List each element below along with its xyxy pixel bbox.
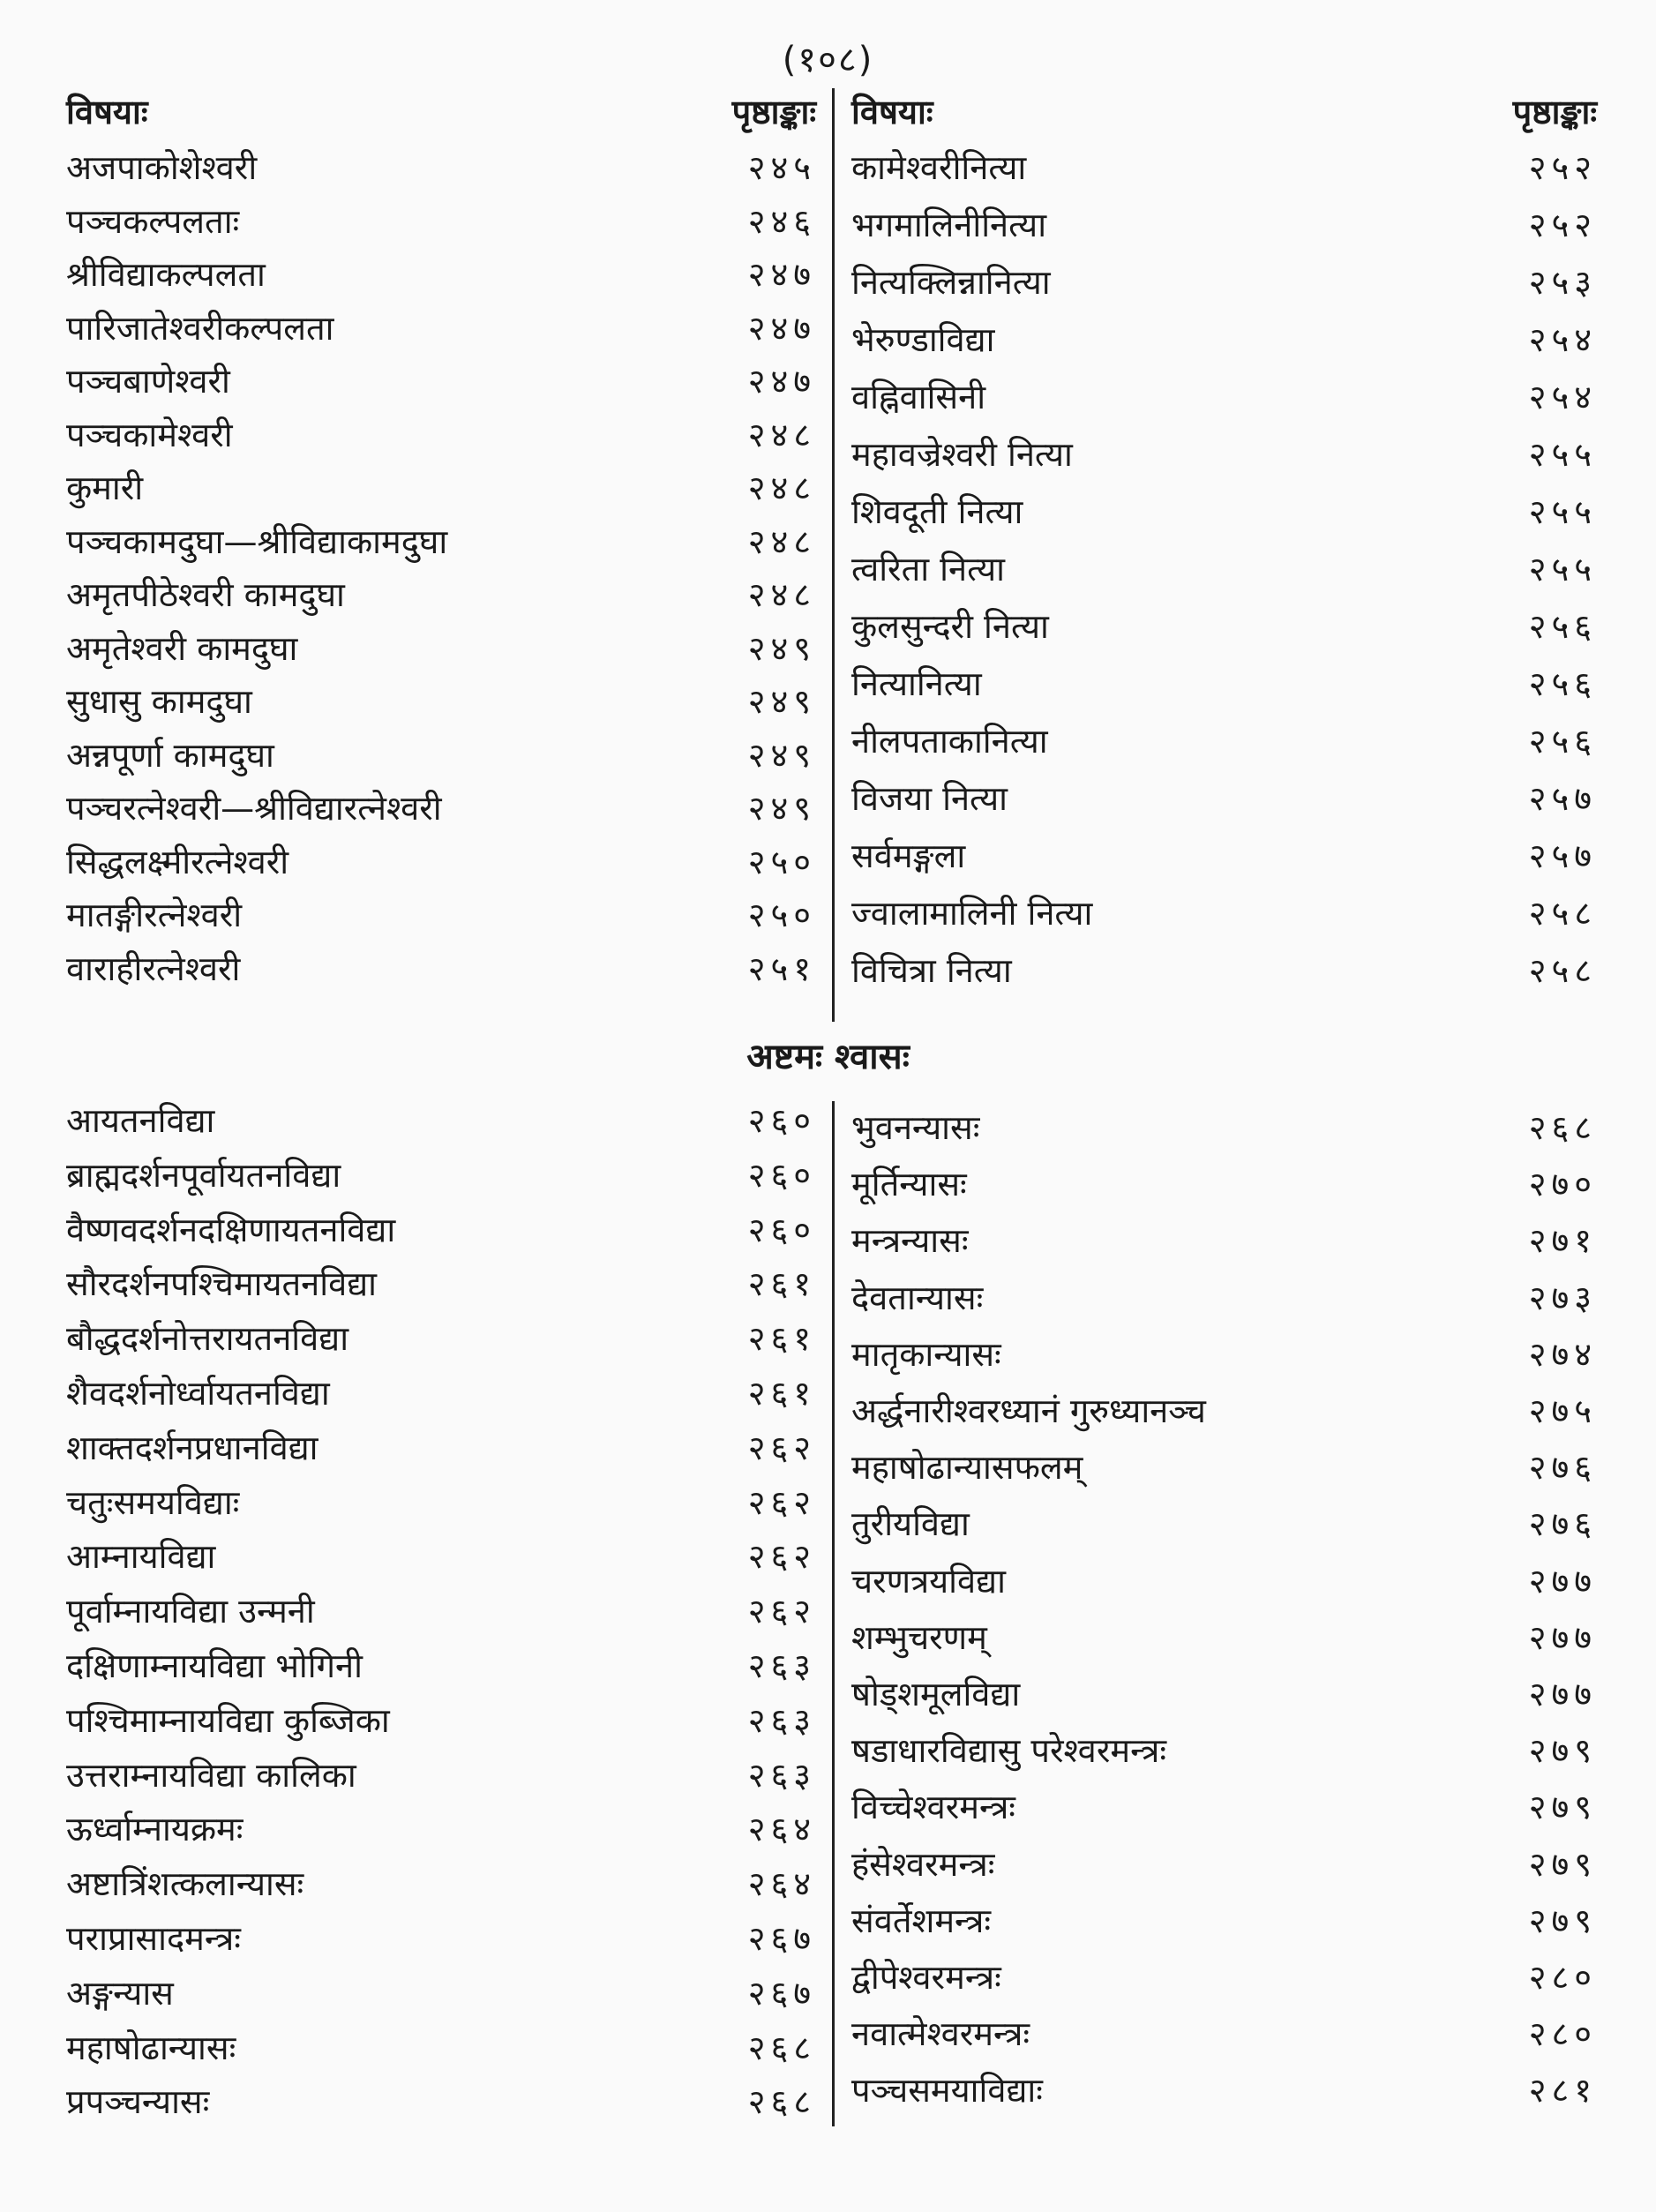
entry-page-number: २५२: [1528, 148, 1597, 187]
entry-page-number: २७९: [1528, 1844, 1597, 1884]
toc-entry: [66, 942, 816, 995]
entry-page-number: २४९: [747, 682, 816, 721]
toc-entry: [851, 1838, 1597, 1891]
entry-title: विच्चेश्वरमन्त्रः: [851, 1788, 1015, 1827]
toc-entry: [66, 782, 816, 835]
toc-entry: [851, 715, 1597, 768]
entry-page-number: २८१: [1528, 2071, 1597, 2111]
toc-entry: [66, 1803, 816, 1856]
entry-title: भेरुण्डाविद्या: [851, 320, 995, 359]
entry-page-number: २५८: [1528, 894, 1597, 933]
entry-page-number: २४९: [747, 789, 816, 828]
entry-title: सौरदर्शनपश्चिमायतनविद्या: [66, 1264, 377, 1304]
entry-title: भगमालिनीनित्या: [851, 206, 1047, 244]
entry-title: प्रपञ्चन्यासः: [66, 2082, 210, 2122]
entry-title: ब्राह्मदर्शनपूर्वायतनविद्या: [66, 1155, 341, 1195]
entry-title: पञ्चरत्नेश्वरी—श्रीविद्यारत्नेश्वरी: [66, 789, 442, 828]
entry-page-number: २५६: [1528, 722, 1597, 761]
toc-entry: [66, 1476, 816, 1529]
toc-entry: [66, 195, 816, 248]
toc-entry: [851, 1271, 1597, 1324]
entry-page-number: २४७: [747, 308, 816, 348]
entry-page-number: २६०: [747, 1210, 816, 1249]
toc-entry: [66, 1585, 816, 1638]
toc-entry: [66, 1203, 816, 1256]
toc-entry: [66, 1639, 816, 1692]
entry-page-number: २५०: [747, 896, 816, 934]
entry-page-number: २५३: [1528, 263, 1597, 302]
entry-page-number: २६१: [747, 1374, 816, 1413]
entry-page-number: २७०: [1528, 1165, 1597, 1204]
entry-page-number: २७७: [1528, 1561, 1597, 1601]
entry-title: दक्षिणाम्नायविद्या भोगिनी: [66, 1646, 363, 1685]
subject-header: विषयाः: [66, 93, 148, 131]
toc-entry: [66, 1257, 816, 1310]
entry-page-number: २६८: [1528, 1108, 1597, 1147]
toc-entry: [851, 1384, 1597, 1437]
entry-page-number: २६७: [747, 1973, 816, 2013]
section-heading: अष्टमः श्वासः: [746, 1037, 910, 1077]
entry-page-number: २६८: [747, 2028, 816, 2067]
entry-page-number: २४६: [747, 201, 816, 241]
toc-entry: [66, 141, 816, 194]
entry-page-number: २५५: [1528, 435, 1597, 474]
toc-entry: [66, 622, 816, 675]
entry-page-number: २५२: [1528, 206, 1597, 244]
toc-entry: [66, 461, 816, 514]
entry-page-number: २६२: [747, 1592, 816, 1631]
entry-page-number: २६८: [747, 2082, 816, 2122]
entry-title: पञ्चकामेश्वरी: [66, 415, 233, 454]
entry-title: नवात्मेश्वरमन्त्रः: [851, 2014, 1030, 2054]
entry-title: पञ्चसमयाविद्याः: [851, 2071, 1043, 2111]
toc-entry: [66, 1694, 816, 1747]
entry-title: सुधासु कामदुघा: [66, 682, 252, 721]
entry-title: वाराहीरत्नेश्वरी: [66, 949, 241, 988]
toc-entry: [66, 568, 816, 621]
entry-title: वह्निवासिनी: [851, 378, 986, 416]
entry-page-number: २६०: [747, 1155, 816, 1195]
toc-entry: [66, 1367, 816, 1420]
entry-title: मन्त्रन्यासः: [851, 1221, 969, 1261]
entry-title: अन्नपूर्णा कामदुघा: [66, 735, 274, 775]
toc-entry: [66, 729, 816, 782]
entry-page-number: २८०: [1528, 1958, 1597, 1997]
entry-title: अङ्गन्यास: [66, 1973, 174, 2013]
entry-page-number: २६२: [747, 1537, 816, 1577]
toc-entry: [851, 1781, 1597, 1833]
entry-page-number: २७६: [1528, 1448, 1597, 1488]
entry-title: मातङ्गीरत्नेश्वरी: [66, 896, 243, 934]
entry-page-number: २८०: [1528, 2014, 1597, 2054]
entry-page-number: २४९: [747, 628, 816, 668]
toc-entry: [851, 772, 1597, 825]
toc-entry: [66, 1749, 816, 1802]
entry-title: पूर्वाम्नायविद्या उन्मनी: [66, 1592, 315, 1631]
entry-title: ऊर्ध्वाम्नायक्रमः: [66, 1810, 244, 1849]
entry-title: सिद्धलक्ष्मीरत्नेश्वरी: [66, 842, 289, 881]
toc-entry: [851, 543, 1597, 596]
toc-entry: [66, 302, 816, 355]
entry-page-number: २५४: [1528, 320, 1597, 359]
entry-title: ज्वालामालिनी नित्या: [851, 894, 1093, 933]
entry-page-number: २६१: [747, 1264, 816, 1304]
entry-page-number: २६४: [747, 1810, 816, 1849]
entry-title: भुवनन्यासः: [851, 1108, 980, 1147]
entry-page-number: २७७: [1528, 1617, 1597, 1657]
entry-page-number: २४७: [747, 362, 816, 401]
entry-page-number: २७९: [1528, 1901, 1597, 1940]
entry-title: आयतनविद्या: [66, 1101, 215, 1140]
entry-title: पराप्रासादमन्त्रः: [66, 1919, 241, 1958]
column-divider: [832, 88, 835, 1022]
entry-title: शिवदूती नित्या: [851, 492, 1023, 531]
entry-page-number: २७६: [1528, 1504, 1597, 1544]
toc-entry: [66, 248, 816, 301]
entry-page-number: २६३: [747, 1646, 816, 1685]
entry-page-number: २५४: [1528, 378, 1597, 416]
entry-page-number: २४८: [747, 415, 816, 454]
entry-title: संवर्तेशमन्त्रः: [851, 1901, 992, 1940]
entry-page-number: २६३: [747, 1755, 816, 1795]
entry-page-number: २६७: [747, 1919, 816, 1958]
toc-entry: [66, 675, 816, 728]
entry-page-number: २६२: [747, 1482, 816, 1522]
toc-entry: [851, 256, 1597, 309]
entry-page-number: २६२: [747, 1428, 816, 1467]
entry-title: पञ्चबाणेश्वरी: [66, 362, 230, 401]
entry-title: कुलसुन्दरी नित्या: [851, 607, 1049, 646]
toc-entry: [851, 1611, 1597, 1664]
toc-entry: [851, 1668, 1597, 1721]
toc-entry: [851, 1158, 1597, 1211]
entry-title: अमृतपीठेश्वरी कामदुघा: [66, 575, 345, 614]
entry-title: शैवदर्शनोर्ध्वायतनविद्या: [66, 1374, 330, 1413]
entry-page-number: २७५: [1528, 1391, 1597, 1430]
toc-entry: [851, 829, 1597, 882]
toc-entry: [851, 485, 1597, 538]
entry-page-number: २५५: [1528, 492, 1597, 531]
entry-page-number: २४८: [747, 469, 816, 507]
entry-title: देवतान्यासः: [851, 1278, 984, 1317]
entry-page-number: २५७: [1528, 836, 1597, 875]
entry-title: वैष्णवदर्शनदक्षिणायतनविद्या: [66, 1210, 396, 1249]
entry-page-number: २४८: [747, 575, 816, 614]
column-divider: [832, 1101, 835, 2126]
entry-title: अष्टात्रिंशत्कलान्यासः: [66, 1864, 304, 1904]
toc-entry: [851, 141, 1597, 194]
toc-entry: [66, 1094, 816, 1147]
toc-entry: [851, 657, 1597, 710]
toc-entry: [851, 2064, 1597, 2117]
toc-entry: [66, 409, 816, 461]
entry-page-number: २७९: [1528, 1731, 1597, 1771]
entry-title: पञ्चकल्पलताः: [66, 201, 240, 241]
entry-title: श्रीविद्याकल्पलता: [66, 255, 266, 294]
toc-entry: [66, 2021, 816, 2074]
entry-title: चरणत्रयविद्या: [851, 1561, 1006, 1601]
toc-entry: [66, 1421, 816, 1474]
toc-entry: [851, 1555, 1597, 1608]
entry-title: अजपाकोशेश्वरी: [66, 148, 258, 187]
entry-title: विजया नित्या: [851, 779, 1008, 818]
toc-entry: [851, 1951, 1597, 2004]
toc-entry: [66, 2075, 816, 2128]
entry-title: आम्नायविद्या: [66, 1537, 216, 1577]
toc-entry: [851, 1894, 1597, 1947]
entry-title: कुमारी: [66, 469, 144, 507]
entry-title: पारिजातेश्वरीकल्पलता: [66, 308, 334, 348]
entry-page-number: २७३: [1528, 1278, 1597, 1317]
toc-entry: [851, 371, 1597, 424]
entry-title: षोड्शमूलविद्या: [851, 1675, 1021, 1713]
toc-entry: [66, 1857, 816, 1910]
entry-page-number: २५०: [747, 842, 816, 881]
entry-title: चतुःसमयविद्याः: [66, 1482, 240, 1522]
entry-title: उत्तराम्नायविद्या कालिका: [66, 1755, 356, 1795]
entry-title: मूर्तिन्यासः: [851, 1165, 967, 1204]
page-header: पृष्ठाङ्काः: [731, 93, 816, 131]
entry-page-number: २४५: [747, 148, 816, 187]
entry-page-number: २६४: [747, 1864, 816, 1904]
entry-title: शाक्तदर्शनप्रधानविद्या: [66, 1428, 318, 1467]
toc-entry: [851, 1441, 1597, 1494]
toc-entry: [851, 944, 1597, 997]
toc-entry: [66, 836, 816, 889]
entry-title: बौद्धदर्शनोत्तरायतनविद्या: [66, 1319, 349, 1359]
entry-page-number: २५६: [1528, 607, 1597, 646]
toc-entry: [851, 1214, 1597, 1267]
toc-entry: [851, 1328, 1597, 1381]
entry-page-number: २५५: [1528, 550, 1597, 589]
toc-entry: [66, 1149, 816, 1202]
entry-title: तुरीयविद्या: [851, 1504, 970, 1544]
toc-entry: [851, 1724, 1597, 1777]
entry-title: नित्यानित्या: [851, 664, 982, 703]
entry-title: अर्द्धनारीश्वरध्यानं गुरुध्यानञ्च: [851, 1391, 1206, 1430]
toc-entry: [851, 313, 1597, 366]
entry-title: महावज्रेश्वरी नित्या: [851, 435, 1073, 474]
toc-entry: [66, 889, 816, 941]
toc-entry: [851, 1497, 1597, 1550]
entry-title: पञ्चकामदुघा—श्रीविद्याकामदुघा: [66, 521, 448, 561]
toc-entry: [66, 515, 816, 568]
entry-title: अमृतेश्वरी कामदुघा: [66, 628, 298, 668]
toc-entry: [851, 2007, 1597, 2060]
entry-page-number: २६०: [747, 1101, 816, 1140]
entry-page-number: २५८: [1528, 951, 1597, 990]
entry-title: नीलपताकानित्या: [851, 722, 1048, 761]
entry-page-number: २५६: [1528, 664, 1597, 703]
entry-page-number: २७१: [1528, 1221, 1597, 1261]
entry-title: महाषोढान्यासः: [66, 2028, 236, 2067]
subject-header: विषयाः: [851, 93, 933, 131]
entry-page-number: २५७: [1528, 779, 1597, 818]
toc-entry: [66, 1312, 816, 1365]
entry-title: शम्भुचरणम्: [851, 1617, 987, 1657]
entry-title: नित्यक्लिन्नानित्या: [851, 263, 1051, 302]
entry-page-number: २४९: [747, 735, 816, 775]
entry-title: हंसेश्वरमन्त्रः: [851, 1844, 995, 1884]
entry-title: पश्चिमाम्नायविद्या कुब्जिका: [66, 1700, 390, 1740]
entry-page-number: २५१: [747, 949, 816, 988]
entry-title: सर्वमङ्गला: [851, 836, 966, 875]
entry-title: कामेश्वरीनित्या: [851, 148, 1027, 187]
entry-title: मातृकान्यासः: [851, 1334, 1001, 1374]
entry-title: द्वीपेश्वरमन्त्रः: [851, 1958, 1001, 1997]
toc-entry: [851, 887, 1597, 940]
toc-entry: [66, 355, 816, 408]
entry-title: त्वरिता नित्या: [851, 550, 1005, 589]
page-number: (१०८): [782, 40, 874, 80]
toc-entry: [66, 1967, 816, 2020]
toc-entry: [851, 600, 1597, 653]
entry-title: षडाधारविद्यासु परेश्वरमन्त्रः: [851, 1731, 1167, 1771]
page-header: पृष्ठाङ्काः: [1512, 93, 1597, 131]
toc-entry: [851, 199, 1597, 251]
toc-entry: [851, 1101, 1597, 1154]
entry-page-number: २६१: [747, 1319, 816, 1359]
toc-entry: [66, 1530, 816, 1583]
entry-page-number: २७९: [1528, 1788, 1597, 1827]
entry-title: महाषोढान्यासफलम्: [851, 1448, 1083, 1488]
entry-page-number: २४८: [747, 521, 816, 561]
toc-entry: [851, 428, 1597, 481]
entry-title: विचित्रा नित्या: [851, 951, 1012, 990]
entry-page-number: २७४: [1528, 1334, 1597, 1374]
entry-page-number: २७७: [1528, 1675, 1597, 1713]
toc-entry: [66, 1912, 816, 1965]
entry-page-number: २४७: [747, 255, 816, 294]
entry-page-number: २६३: [747, 1700, 816, 1740]
